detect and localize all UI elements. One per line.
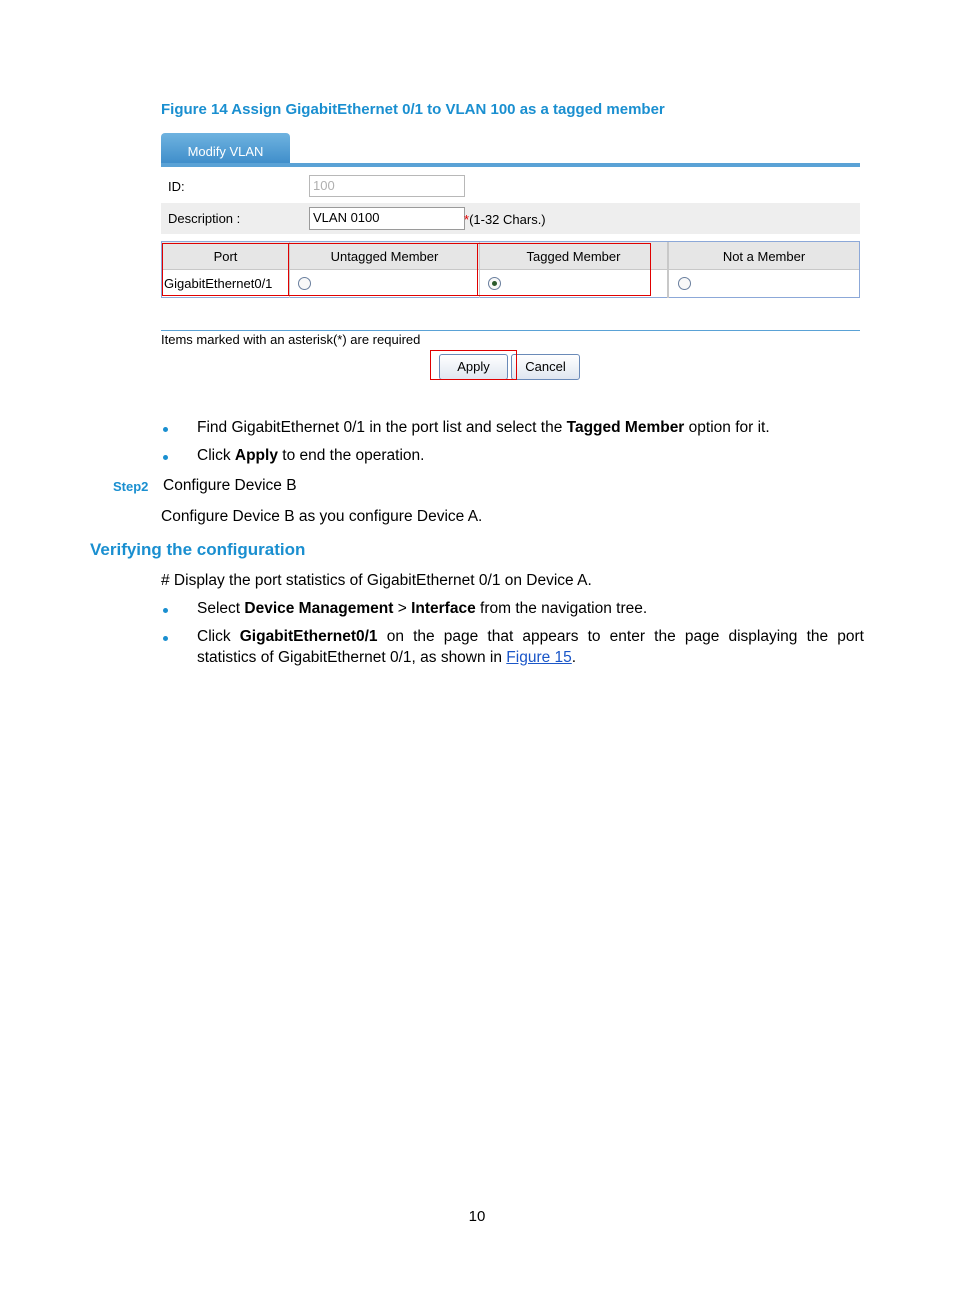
- bullet-click-apply: [197, 446, 424, 466]
- bold-text: GigabitEthernet0/1: [239, 628, 378, 645]
- tab-underline: [161, 163, 860, 167]
- id-label: ID:: [168, 179, 185, 194]
- description-label: Description :: [168, 211, 241, 226]
- bullet-click-port: [197, 627, 864, 647]
- text: Select: [197, 600, 245, 617]
- separator-line: [161, 330, 860, 331]
- figure-caption: Figure 14 Assign GigabitEthernet 0/1 to VLAN 100 as a tagged member: [161, 101, 665, 118]
- text: option for it.: [684, 419, 770, 436]
- text: Click: [197, 447, 235, 464]
- highlight-box-divider: [477, 243, 478, 296]
- text: from the navigation tree.: [475, 600, 648, 617]
- bullet: [163, 636, 168, 641]
- vlan-id-input[interactable]: 100: [309, 175, 465, 197]
- page-number: 10: [468, 1208, 486, 1225]
- tab-modify-vlan[interactable]: Modify VLAN: [161, 133, 290, 165]
- text: to end the operation.: [277, 447, 425, 464]
- required-note: Items marked with an asterisk(*) are required: [161, 332, 421, 347]
- highlight-box-apply: [430, 350, 517, 380]
- header-port: Port: [162, 242, 290, 269]
- text: Find GigabitEthernet 0/1 in the port list and select the: [197, 419, 567, 436]
- bold-text: Tagged Member: [566, 419, 685, 436]
- header-tagged: Tagged Member: [480, 242, 668, 269]
- header-untagged: Untagged Member: [290, 242, 480, 269]
- bullet-select-interface: [197, 599, 647, 619]
- description-input[interactable]: VLAN 0100: [309, 207, 465, 230]
- text: on the page that appears to enter the page displaying the port: [377, 628, 864, 645]
- text: Click: [197, 628, 240, 645]
- cancel-button[interactable]: Cancel: [511, 354, 580, 380]
- bullet: [163, 608, 168, 613]
- apply-button[interactable]: Apply: [439, 354, 508, 380]
- step-label: Step2: [113, 479, 149, 494]
- highlight-box-tagged: [162, 243, 651, 296]
- bullet-click-port-line2: [197, 648, 576, 668]
- not-member-cell: [668, 270, 859, 298]
- step-title: Configure Device B: [163, 477, 297, 494]
- bold-text: Interface: [411, 600, 476, 617]
- bullet: [163, 455, 168, 460]
- section-heading: Verifying the configuration: [90, 540, 306, 559]
- text: statistics of GigabitEthernet 0/1, as shown in: [197, 649, 507, 666]
- not-member-radio[interactable]: [678, 277, 691, 290]
- chars-hint: [464, 212, 546, 227]
- figure-15-link[interactable]: Figure 15: [506, 649, 572, 666]
- header-not-member: Not a Member: [668, 242, 859, 269]
- bullet: [163, 427, 168, 432]
- port-name: GigabitEthernet0/1: [162, 270, 290, 298]
- text: .: [571, 649, 577, 666]
- bullet-find-port: [197, 418, 770, 438]
- chars-hint-text: (1-32 Chars.): [469, 212, 546, 227]
- highlight-box-divider: [288, 243, 289, 296]
- step-paragraph: Configure Device B as you configure Device A.: [161, 508, 483, 525]
- required-star: *: [464, 212, 470, 227]
- bold-text: Device Management: [244, 600, 394, 617]
- bold-text: Apply: [234, 447, 278, 464]
- display-paragraph: # Display the port statistics of GigabitEthernet 0/1 on Device A.: [161, 572, 592, 589]
- text: >: [393, 600, 412, 617]
